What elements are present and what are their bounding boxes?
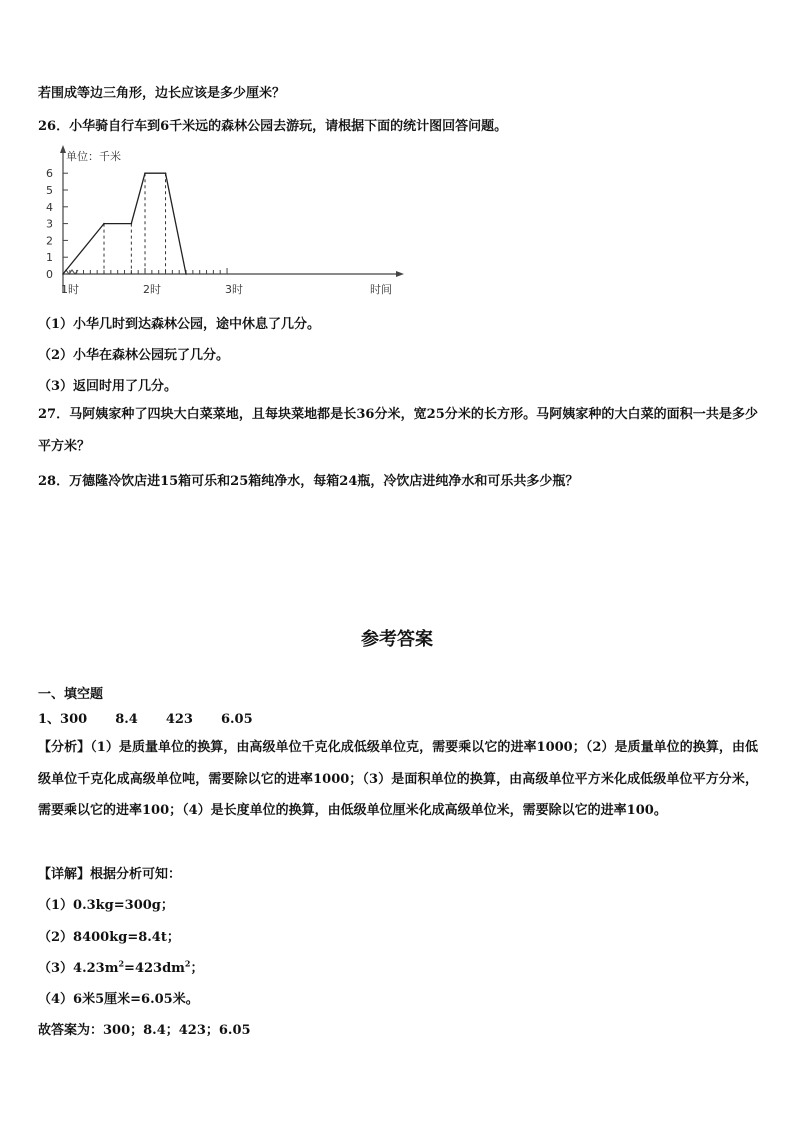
analysis-paragraph: 【分析】（1）是质量单位的换算，由高级单位千克化成低级单位克，需要乘以它的进率1000；（2）是质量单位的换算，由低级单位千克化成高级单位吨，需要除以它的进率1000；（3）是面积单位的换算，由高级单位平方米化成低级单位平方分米，需要乘以它的进率100；（4）是长度单位的换算，由低级单位厘米化成高级单位米，需要除以它的进率100。 bbox=[38, 740, 758, 818]
final-answer: 故答案为：300；8.4；423；6.05 bbox=[38, 1023, 251, 1038]
detail-4: （4）6米5厘米=6.05米。 bbox=[38, 992, 199, 1007]
x-axis-label: 时间 bbox=[370, 283, 392, 296]
detail-3-part-b: =423dm bbox=[124, 961, 185, 976]
question-26-stem: 26．小华骑自行车到6千米远的森林公园去游玩，请根据下面的统计图回答问题。 bbox=[38, 119, 508, 134]
y-axis-label: 单位：千米 bbox=[66, 150, 121, 163]
y-tick-label-3: 3 bbox=[46, 217, 53, 231]
y-tick-label-6: 6 bbox=[46, 167, 53, 181]
answer-1-value-2: 8.4 bbox=[115, 712, 138, 727]
section-heading: 一、填空题 bbox=[38, 687, 104, 702]
y-tick-label-1: 1 bbox=[46, 251, 53, 265]
distance-time-chart bbox=[38, 143, 418, 303]
question-25-tail: 若围成等边三角形，边长应该是多少厘米？ bbox=[38, 86, 286, 101]
square-superscript-2: 2 bbox=[184, 958, 191, 969]
distance-series-line bbox=[63, 173, 186, 274]
detail-3-part-c: ； bbox=[190, 961, 204, 976]
question-26-sub-3: （3）返回时用了几分。 bbox=[38, 379, 178, 394]
question-27: 27．马阿姨家种了四块大白菜菜地，且每块菜地都是长36分米，宽25分米的长方形。马阿姨家种的大白菜的面积一共是多少平方米？ bbox=[38, 407, 758, 454]
answer-1-label: 1、 bbox=[38, 712, 61, 727]
answer-key-title: 参考答案 bbox=[361, 629, 433, 650]
y-tick-label-5: 5 bbox=[46, 184, 53, 197]
detail-intro: 【详解】根据分析可知： bbox=[38, 867, 182, 882]
x-tick-label-2: 2时 bbox=[143, 283, 162, 296]
answer-1-row bbox=[38, 708, 281, 727]
y-tick-label-4: 4 bbox=[46, 200, 53, 214]
question-28: 28．万德隆冷饮店进15箱可乐和25箱纯净水，每箱24瓶，冷饮店进纯净水和可乐共多少瓶？ bbox=[38, 474, 579, 489]
x-tick-label-3: 3时 bbox=[225, 283, 244, 296]
detail-3 bbox=[38, 957, 204, 976]
detail-3-part-a: （3）4.23m bbox=[38, 961, 119, 976]
square-superscript-1: 2 bbox=[118, 958, 125, 969]
y-tick-label-0: 0 bbox=[46, 268, 53, 281]
y-tick-label-2: 2 bbox=[46, 234, 53, 248]
detail-1: （1）0.3kg=300g； bbox=[38, 898, 174, 913]
answer-1-value-3: 423 bbox=[165, 712, 193, 727]
answer-1-value-1: 300 bbox=[60, 712, 88, 727]
x-tick-label-1: 1时 bbox=[61, 283, 79, 296]
answer-1-value-4: 6.05 bbox=[220, 712, 253, 727]
x-axis-arrow bbox=[396, 271, 404, 277]
detail-2: （2）8400kg=8.4t； bbox=[38, 930, 180, 945]
question-26-sub-1: （1）小华几时到达森林公园，途中休息了几分。 bbox=[38, 317, 321, 332]
question-26-sub-2: （2）小华在森林公园玩了几分。 bbox=[38, 348, 230, 363]
